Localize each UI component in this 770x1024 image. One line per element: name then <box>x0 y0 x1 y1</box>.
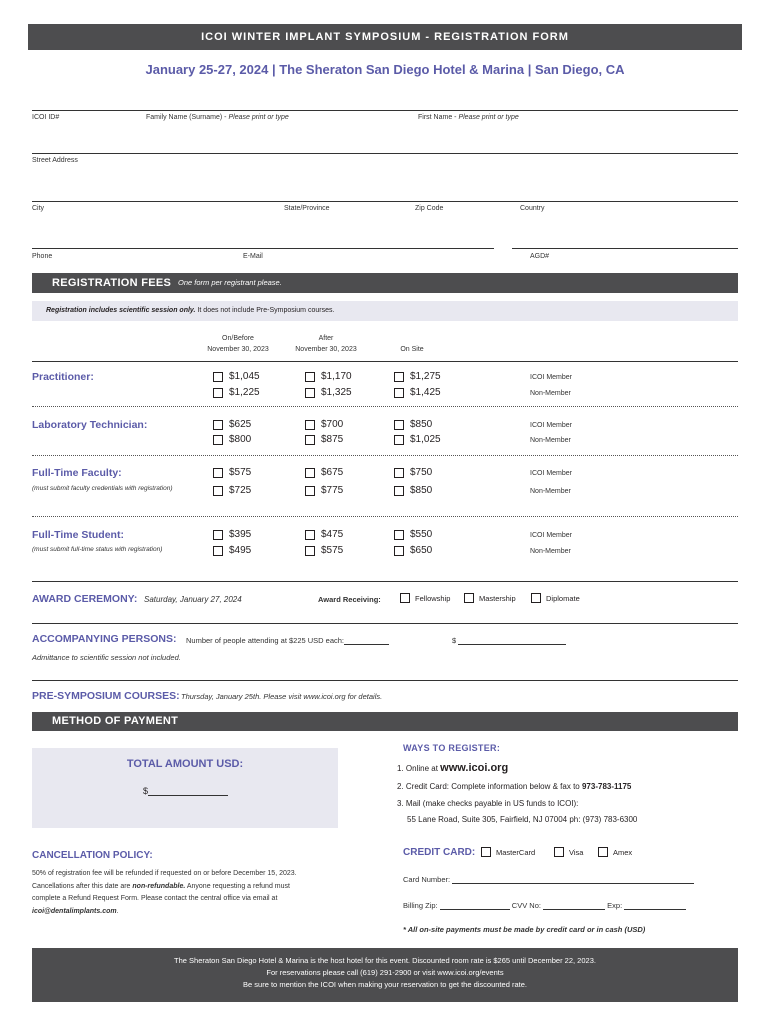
street-line[interactable] <box>32 153 738 154</box>
footer-line: For reservations please call (619) 291-2900 or visit www.icoi.org/events <box>266 968 504 977</box>
section-divider <box>32 680 738 681</box>
col-onsite-head: On Site <box>400 346 424 353</box>
checkbox-icon[interactable] <box>394 420 404 430</box>
email-link[interactable]: icoi@dentalimplants.com <box>32 907 117 915</box>
fee-checkbox[interactable]: $750 <box>394 467 432 478</box>
fee-checkbox[interactable]: $700 <box>305 419 343 430</box>
checkbox-icon[interactable] <box>394 486 404 496</box>
checkbox-icon[interactable] <box>213 530 223 540</box>
member-label: ICOI Member <box>530 422 573 429</box>
fee-checkbox[interactable]: $475 <box>305 529 343 540</box>
footer-line: The Sheraton San Diego Hotel & Marina is the host hotel for this event. Discounted room rate is $265 until December 22, 2023. <box>174 956 596 965</box>
website-link[interactable]: www.icoi.org <box>440 762 509 774</box>
cancellation-title: CANCELLATION POLICY: <box>32 850 153 861</box>
checkbox-icon[interactable] <box>394 530 404 540</box>
fee-checkbox[interactable]: $725 <box>213 485 251 496</box>
checkbox-icon[interactable] <box>305 530 315 540</box>
onsite-note: * All on-site payments must be made by credit card or in cash (USD) <box>403 925 646 934</box>
fee-checkbox[interactable]: $850 <box>394 419 432 430</box>
checkbox-icon[interactable] <box>213 388 223 398</box>
accompanying-amount: $ <box>452 636 566 645</box>
col-after-head: After November 30, 2023 <box>295 335 357 353</box>
mastercard-option[interactable]: MasterCard <box>481 847 535 857</box>
checkbox-icon[interactable] <box>305 486 315 496</box>
checkbox-icon[interactable] <box>213 420 223 430</box>
family-name-label: Family Name (Surname) - Please print or type <box>146 114 289 121</box>
fee-checkbox[interactable]: $850 <box>394 485 432 496</box>
fee-checkbox[interactable]: $650 <box>394 545 432 556</box>
zip-label: Zip Code <box>415 205 444 212</box>
state-label: State/Province <box>284 205 330 212</box>
icoi-id-label: ICOI ID# <box>32 114 60 121</box>
fee-checkbox[interactable]: $575 <box>305 545 343 556</box>
checkbox-icon[interactable] <box>394 435 404 445</box>
event-subtitle: January 25-27, 2024 | The Sheraton San Diego Hotel & Marina | San Diego, CA <box>145 62 625 77</box>
fee-checkbox[interactable]: $1,425 <box>394 387 441 398</box>
amex-option[interactable]: Amex <box>598 847 632 857</box>
member-label: ICOI Member <box>530 374 573 381</box>
accompanying-title: ACCOMPANYING PERSONS: <box>32 633 177 645</box>
first-name-label: First Name - Please print or type <box>418 114 519 121</box>
section-divider <box>32 581 738 582</box>
fee-checkbox[interactable]: $1,275 <box>394 371 441 382</box>
fee-checkbox[interactable]: $625 <box>213 419 251 430</box>
checkbox-icon[interactable] <box>305 435 315 445</box>
card-number-label: Card Number: <box>403 875 694 884</box>
checkbox-icon[interactable] <box>531 593 541 603</box>
checkbox-icon[interactable] <box>305 388 315 398</box>
ways-title: WAYS TO REGISTER: <box>403 743 501 753</box>
checkbox-icon[interactable] <box>213 435 223 445</box>
mastership-option[interactable]: Mastership <box>464 593 516 603</box>
checkbox-icon[interactable] <box>394 372 404 382</box>
checkbox-icon[interactable] <box>598 847 608 857</box>
billing-row: Billing Zip: CVV No: Exp: <box>403 901 686 910</box>
cvv-field[interactable] <box>543 901 605 910</box>
total-amount-label: TOTAL AMOUNT USD: <box>126 758 244 770</box>
hotel-footer <box>32 948 738 1002</box>
student-note: (must submit full-time status with registration) <box>32 546 163 553</box>
fee-checkbox[interactable]: $1,325 <box>305 387 352 398</box>
city-line[interactable] <box>32 201 738 202</box>
checkbox-icon[interactable] <box>213 546 223 556</box>
fee-checkbox[interactable]: $1,025 <box>394 434 441 445</box>
checkbox-icon[interactable] <box>464 593 474 603</box>
award-date: Saturday, January 27, 2024 <box>144 595 242 604</box>
fellowship-option[interactable]: Fellowship <box>400 593 450 603</box>
agd-label: AGD# <box>530 253 550 260</box>
footer-line: Be sure to mention the ICOI when making your reservation to get the discounted rate. <box>243 980 527 989</box>
way-mail: 3. Mail (make checks payable in US funds to ICOI): <box>397 799 579 808</box>
fee-checkbox[interactable]: $775 <box>305 485 343 496</box>
fee-checkbox[interactable]: $1,045 <box>213 371 260 382</box>
nonmember-label: Non-Member <box>530 488 571 495</box>
fee-checkbox[interactable]: $1,170 <box>305 371 352 382</box>
fees-divider <box>32 361 738 362</box>
checkbox-icon[interactable] <box>394 388 404 398</box>
form-title: ICOI WINTER IMPLANT SYMPOSIUM - REGISTRATION FORM <box>28 24 742 50</box>
member-label: ICOI Member <box>530 532 573 539</box>
award-title: AWARD CEREMONY: <box>32 593 138 605</box>
city-label: City <box>32 205 45 212</box>
cancellation-text: 50% of registration fee will be refunded if requested on or before December 15, 2023. Cancellations after this date are non-refundable. Anyone requesting a refund must complete a Refund Request Form. Please contact the central office via email at icoi@dentalimplants.com. <box>32 870 297 915</box>
checkbox-icon[interactable] <box>305 420 315 430</box>
mail-address: 55 Lane Road, Suite 305, Fairfield, NJ 07004 ph: (973) 783-6300 <box>407 815 638 824</box>
diplomate-option[interactable]: Diplomate <box>531 593 580 603</box>
email-label: E-Mail <box>243 253 263 260</box>
registration-fees-note: One form per registrant please. <box>178 278 282 287</box>
nonmember-label: Non-Member <box>530 548 571 555</box>
fee-checkbox[interactable]: $1,225 <box>213 387 260 398</box>
total-amount-field[interactable]: $ <box>143 786 228 796</box>
way-online: 1. Online at www.icoi.org <box>397 762 509 774</box>
award-receiving-label: Award Receiving: <box>318 595 381 604</box>
accompanying-amount-field[interactable] <box>458 636 566 645</box>
registration-includes-note: Registration includes scientific session only. It does not include Pre-Symposium courses. <box>32 301 738 321</box>
checkbox-icon[interactable] <box>305 468 315 478</box>
checkbox-icon[interactable] <box>554 847 564 857</box>
category-lab-tech: Laboratory Technician: <box>32 419 148 431</box>
street-label: Street Address <box>32 157 78 164</box>
name-line[interactable] <box>32 110 738 111</box>
billing-zip-field[interactable] <box>440 901 510 910</box>
registration-fees-bar <box>32 273 738 293</box>
country-label: Country <box>520 205 545 212</box>
section-divider <box>32 623 738 624</box>
fee-checkbox[interactable]: $875 <box>305 434 343 445</box>
checkbox-icon[interactable] <box>213 372 223 382</box>
checkbox-icon[interactable] <box>305 372 315 382</box>
nonmember-label: Non-Member <box>530 390 571 397</box>
fee-checkbox[interactable]: $395 <box>213 529 251 540</box>
col-early-head: On/Before November 30, 2023 <box>207 335 269 353</box>
presymposium-title: PRE-SYMPOSIUM COURSES: <box>32 690 180 702</box>
registration-fees-title: REGISTRATION FEES <box>52 277 172 289</box>
checkbox-icon[interactable] <box>394 468 404 478</box>
phone-email-line[interactable] <box>32 248 494 249</box>
accompanying-count-field[interactable] <box>344 636 389 645</box>
fee-checkbox[interactable]: $575 <box>213 467 251 478</box>
card-number-field[interactable] <box>452 875 694 884</box>
category-faculty: Full-Time Faculty: <box>32 467 122 479</box>
fee-checkbox[interactable]: $675 <box>305 467 343 478</box>
total-amount-box <box>32 748 338 828</box>
phone-label: Phone <box>32 253 53 260</box>
presymposium-text: Thursday, January 25th. Please visit www.icoi.org for details. <box>181 692 383 701</box>
payment-bar <box>32 712 738 731</box>
dotted-divider <box>32 406 738 407</box>
checkbox-icon[interactable] <box>213 468 223 478</box>
checkbox-icon[interactable] <box>394 546 404 556</box>
credit-card-title: CREDIT CARD: <box>403 847 476 858</box>
faculty-note: (must submit faculty credentials with registration) <box>32 485 173 492</box>
checkbox-icon[interactable] <box>481 847 491 857</box>
way-credit-card: 2. Credit Card: Complete information below & fax to 973-783-1175 <box>397 782 632 791</box>
nonmember-label: Non-Member <box>530 437 571 444</box>
visa-option[interactable]: Visa <box>554 847 583 857</box>
agd-line[interactable] <box>512 248 738 249</box>
accompanying-note: Admittance to scientific session not included. <box>32 653 181 662</box>
member-label: ICOI Member <box>530 470 573 477</box>
category-student: Full-Time Student: <box>32 529 124 541</box>
dotted-divider <box>32 516 738 517</box>
dotted-divider <box>32 455 738 456</box>
exp-field[interactable] <box>624 901 686 910</box>
category-practitioner: Practitioner: <box>32 371 94 383</box>
checkbox-icon[interactable] <box>213 486 223 496</box>
fee-checkbox[interactable]: $495 <box>213 545 251 556</box>
checkbox-icon[interactable] <box>400 593 410 603</box>
fee-checkbox[interactable]: $800 <box>213 434 251 445</box>
checkbox-icon[interactable] <box>305 546 315 556</box>
payment-title: METHOD OF PAYMENT <box>52 715 179 727</box>
accompanying-text: Number of people attending at $225 USD each: <box>186 636 389 645</box>
fee-checkbox[interactable]: $550 <box>394 529 432 540</box>
